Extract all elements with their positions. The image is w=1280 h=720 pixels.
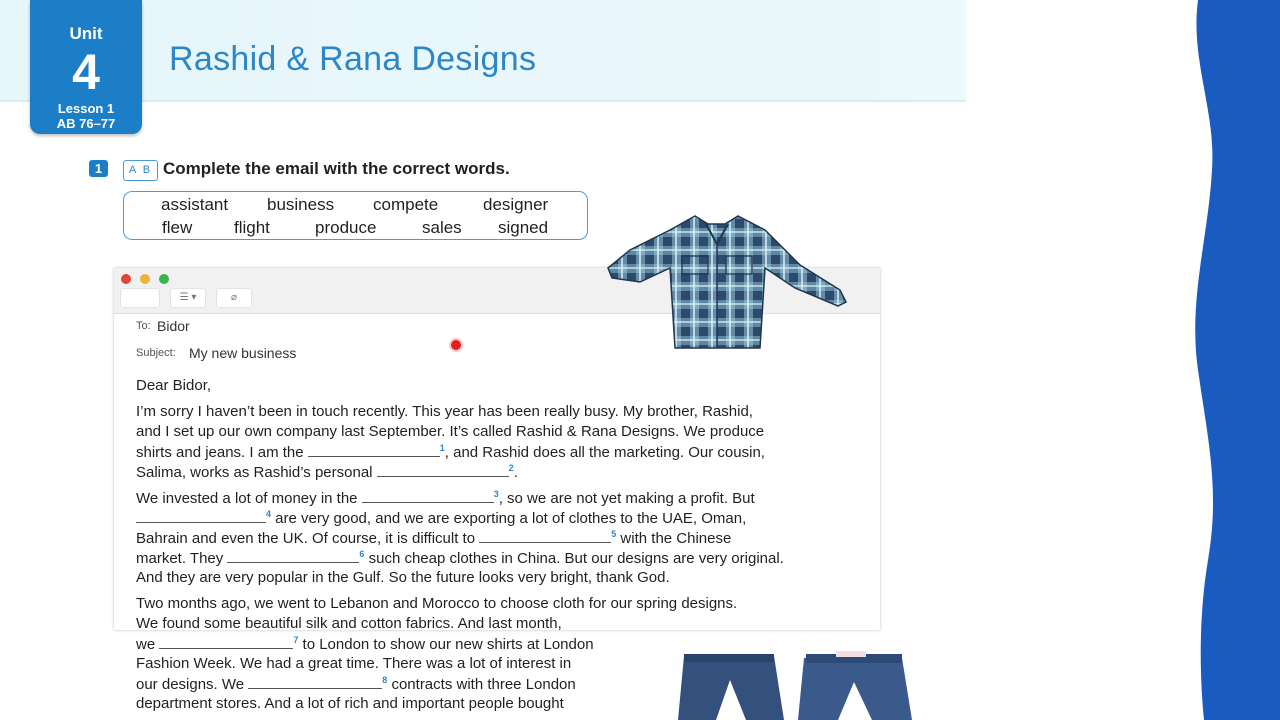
paperclip-icon[interactable]: ⌀ [216, 288, 252, 308]
blank-number: 2 [508, 463, 514, 473]
word-bank-item: designer [483, 195, 549, 214]
word-bank-item: sales [422, 218, 462, 237]
email-line [136, 675, 576, 693]
line-text: to London to show our new shirts at London [298, 636, 594, 653]
blank-number: 4 [266, 509, 272, 519]
jeans-image [676, 650, 916, 720]
email-line [136, 403, 753, 420]
email-line [136, 549, 784, 567]
line-text: shirts and jeans. I am the [136, 444, 308, 461]
subject-field[interactable]: My new business [189, 345, 297, 361]
close-icon[interactable] [121, 274, 131, 284]
activity-book-reference: AB 76–77 [56, 116, 116, 131]
email-line [136, 423, 764, 440]
line-text: our designs. We [136, 676, 249, 693]
list-format-icon[interactable]: ☰ ▾ [170, 288, 206, 308]
exercise-number: 1 [89, 160, 108, 177]
word-bank-item: produce [315, 218, 377, 237]
to-field[interactable]: Bidor [157, 318, 190, 334]
blank-number: 8 [382, 675, 388, 685]
answer-blank-1[interactable] [308, 444, 440, 457]
line-text: And they are very popular in the Gulf. So the future looks very bright, thank God. [136, 569, 670, 586]
unit-badge [30, 0, 142, 134]
email-line [136, 635, 594, 653]
word-bank-item: signed [498, 218, 549, 237]
answer-blank-2[interactable] [377, 464, 509, 477]
email-line [136, 569, 670, 586]
line-text: and I set up our own company last September. It’s called Rashid & Rana Designs. We produce [136, 423, 765, 440]
unit-number: 4 [72, 44, 100, 100]
answer-blank-5[interactable] [479, 530, 611, 543]
email-greeting: Dear Bidor, [136, 377, 212, 394]
blank-number: 7 [293, 635, 299, 645]
line-text: contracts with three London [387, 676, 576, 693]
word-bank-item: flew [162, 218, 193, 237]
unit-label: Unit [69, 24, 103, 43]
blank-number: 5 [611, 529, 617, 539]
word-bank-item: flight [234, 218, 270, 237]
line-text: , so we are not yet making a profit. But [498, 490, 755, 507]
word-bank-item: compete [373, 195, 439, 214]
subject-label: Subject: [136, 347, 176, 359]
email-line [136, 595, 737, 612]
page-title: Rashid & Rana Designs [169, 40, 537, 78]
lesson-label: Lesson 1 [57, 101, 115, 116]
word-bank [123, 191, 588, 240]
line-text: such cheap clothes in China. But our designs are very original. [364, 550, 784, 567]
word-bank-item: assistant [161, 195, 229, 214]
line-text: Salima, works as Rashid’s personal [136, 464, 377, 481]
email-line [136, 615, 562, 632]
line-text: We invested a lot of money in the [136, 490, 362, 507]
email-line [136, 489, 755, 507]
maximize-icon[interactable] [159, 274, 169, 284]
line-text: with the Chinese [616, 530, 732, 547]
line-text: market. They [136, 550, 228, 567]
line-text: Two months ago, we went to Lebanon and Morocco to choose cloth for our spring designs. [136, 595, 738, 612]
line-text: I’m sorry I haven’t been in touch recently. This year has been really busy. My brother, Rashid, [136, 403, 753, 420]
ab-book-icon: A B [123, 160, 158, 181]
line-text: we [136, 636, 160, 653]
line-text: We found some beautiful silk and cotton fabrics. And last month, [136, 615, 562, 632]
line-text: Fashion Week. We had a great time. There was a lot of interest in [136, 655, 572, 672]
answer-blank-8[interactable] [248, 676, 382, 689]
email-line [136, 529, 731, 547]
line-text: , and Rashid does all the marketing. Our cousin, [444, 444, 765, 461]
line-text: are very good, and we are exporting a lot of clothes to the UAE, Oman, [271, 510, 747, 527]
email-line [136, 509, 746, 527]
answer-blank-6[interactable] [227, 550, 359, 563]
email-line [136, 695, 564, 712]
line-text: Bahrain and even the UK. Of course, it is difficult to [136, 530, 480, 547]
answer-blank-3[interactable] [362, 490, 494, 503]
send-button[interactable] [120, 288, 160, 308]
answer-blank-7[interactable] [159, 636, 293, 649]
line-text: department stores. And a lot of rich and important people bought [136, 695, 564, 712]
minimize-icon[interactable] [140, 274, 150, 284]
email-line [136, 463, 518, 481]
blank-number: 3 [493, 489, 499, 499]
exercise-instruction: Complete the email with the correct words. [163, 159, 510, 178]
plaid-shirt-image [600, 210, 855, 355]
cursor-indicator [451, 340, 461, 350]
answer-blank-4[interactable] [136, 510, 266, 523]
email-line [136, 655, 571, 672]
blank-number: 1 [439, 443, 445, 453]
decorative-wave-border [1190, 0, 1280, 720]
blank-number: 6 [359, 549, 365, 559]
line-text: . [513, 464, 518, 481]
email-line [136, 443, 765, 461]
word-bank-item: business [267, 195, 335, 214]
to-label: To: [136, 320, 151, 332]
